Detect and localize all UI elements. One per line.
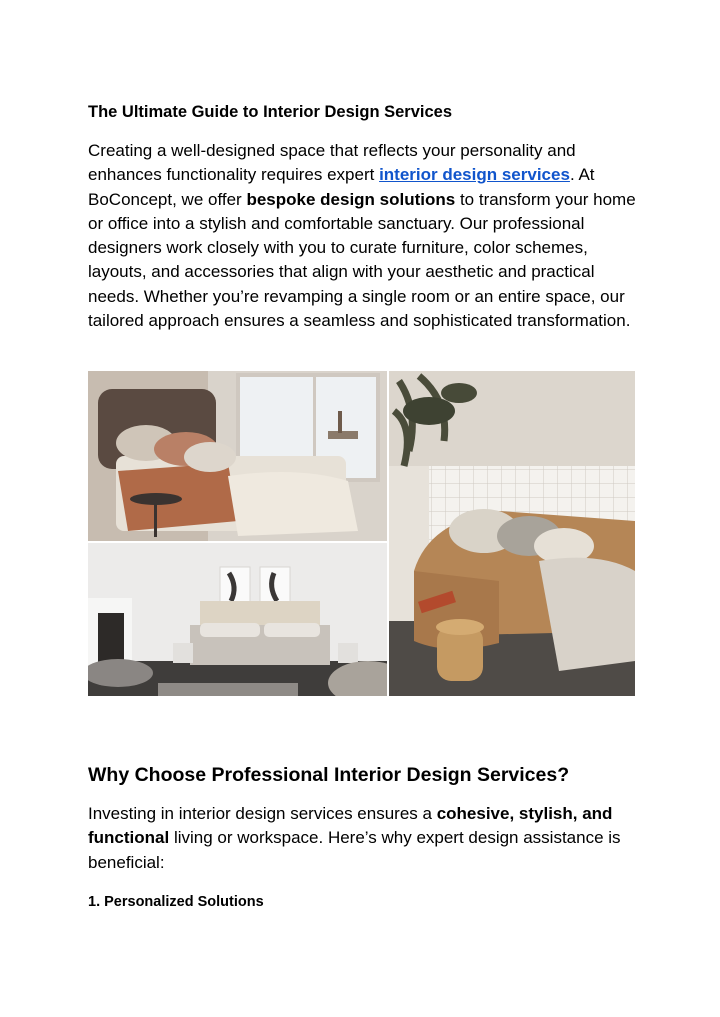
bedroom-photo-collage: [88, 371, 635, 696]
section-text-end: living or workspace. Here’s why expert design assistance is beneficial:: [88, 828, 621, 872]
section-heading: Why Choose Professional Interior Design Services?: [88, 764, 570, 786]
intro-text-end: to transform your home or office into a stylish and comfortable sanctuary. Our professional designers work closely with you to curate furniture, color schemes, layouts, and accessories that align with your aesthetic and practical needs. Whether you’re revamping a single room or an entire space, our tailored approach ensures a seamless and sophisticated transformation.: [88, 189, 636, 331]
bedroom-window-photo: [88, 371, 387, 541]
section-text-start: Investing in interior design services ensures a: [88, 804, 437, 823]
interior-design-services-link[interactable]: interior design services: [379, 165, 570, 185]
intro-bold-text: bespoke design solutions: [246, 189, 456, 209]
intro-text-middle: . At BoConcept, we offer: [88, 165, 595, 209]
section-bold-text: cohesive, stylish, and functional: [88, 804, 613, 848]
minimal-bedroom-photo: [88, 543, 387, 696]
intro-text-start: Creating a well-designed space that reflects your personality and enhances functionality requires expert: [88, 141, 576, 185]
sofa-tile-wall-photo: [389, 371, 635, 696]
intro-paragraph: [88, 139, 648, 333]
section-paragraph: [88, 802, 648, 875]
personalized-solutions-subheading: 1. Personalized Solutions: [88, 894, 264, 910]
page-title: The Ultimate Guide to Interior Design Services: [88, 103, 453, 121]
